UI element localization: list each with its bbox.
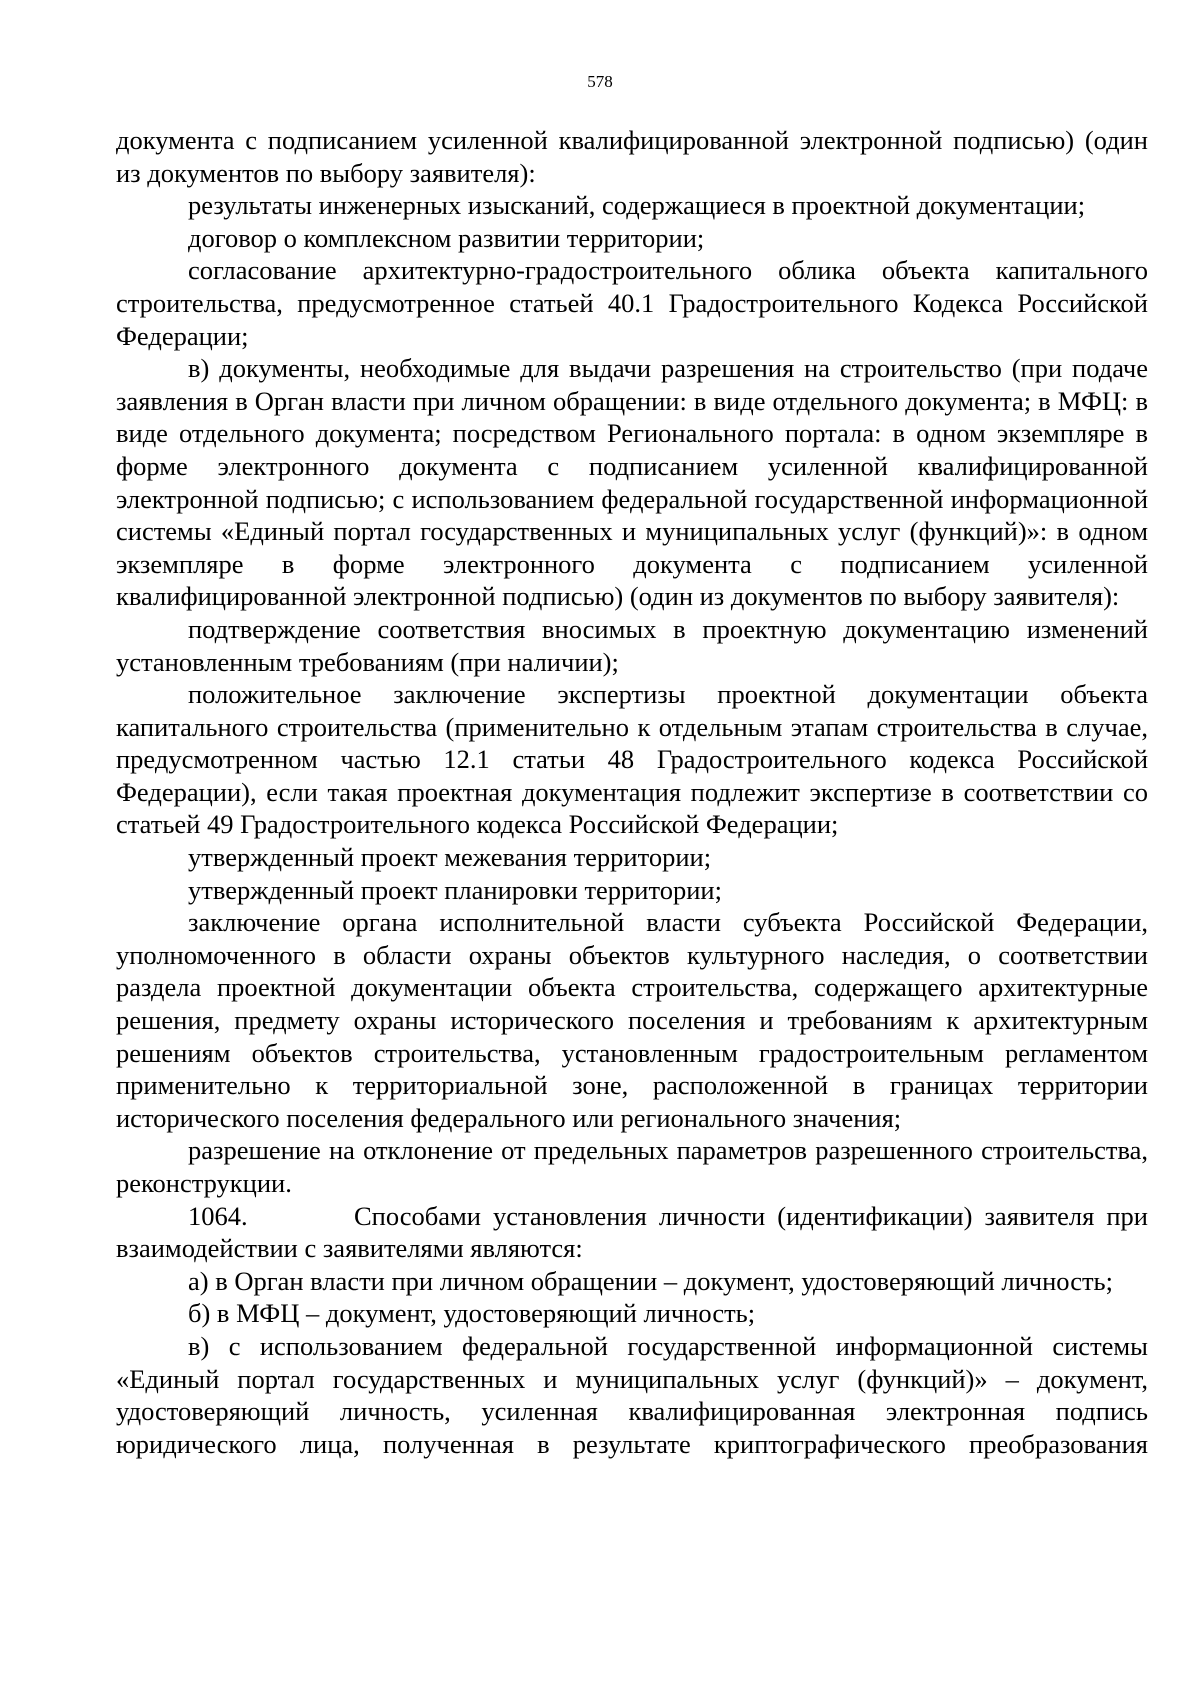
paragraph: утвержденный проект межевания территории; xyxy=(188,842,712,873)
paragraph: б) в МФЦ – документ, удостоверяющий личность; xyxy=(188,1298,756,1329)
page-number: 578 xyxy=(587,72,613,91)
paragraph: в) документы, необходимые для выдачи разрешения на строительство (при подаче заявления в Орган власти при личном обращении: в виде отдельного документа; в МФЦ: в виде отдельного документа; посредством Регионального портала: в одном экземпляре в форме электронного документа с подписанием усиленной квалифицированной электронной подписью; с использованием федеральной государственной информационной системы «Единый портал государственных и муниципальных услуг (функций)»: в одном экземпляре в форме электронного документа с подписанием усиленной квалифицированной электронной подписью) (один из документов по выбору заявителя): xyxy=(116,353,1148,612)
paragraph: подтверждение соответствия вносимых в проектную документацию изменений установленным требованиям (при наличии); xyxy=(116,613,1148,677)
paragraph: результаты инженерных изысканий, содержащиеся в проектной документации; xyxy=(188,190,1086,221)
document-body xyxy=(116,124,1148,1460)
paragraph: а) в Орган власти при личном обращении – документ, удостоверяющий личность; xyxy=(188,1265,1113,1296)
paragraph: утвержденный проект планировки территории; xyxy=(188,874,722,905)
paragraph: заключение органа исполнительной власти субъекта Российской Федерации, уполномоченного в области охраны объектов культурного наследия, о соответствии раздела проектной документации объекта строительства, содержащего архитектурные решения, предмету охраны исторического поселения и требованиям к архитектурным решениям объектов строительства, установленным градостроительным регламентом применительно к территориальной зоне, расположенной в границах территории исторического поселения федерального или регионального значения; xyxy=(116,907,1148,1133)
numbered-item-1064 xyxy=(116,1200,1148,1265)
paragraph: положительное заключение экспертизы проектной документации объекта капитального строительства (применительно к отдельным этапам строительства в случае, предусмотренном частью 12.1 статьи 48 Градостроительного кодекса Российской Федерации), если такая проектная документация подлежит экспертизе в соответствии со статьей 49 Градостроительного кодекса Российской Федерации; xyxy=(116,679,1148,840)
paragraph: договор о комплексном развитии территории; xyxy=(188,222,705,253)
item-number: 1064. xyxy=(188,1200,248,1231)
item-text: Способами установления личности (идентификации) заявителя при взаимодействии с заявителями являются: xyxy=(116,1200,1148,1264)
paragraph: разрешение на отклонение от предельных параметров разрешенного строительства, реконструкции. xyxy=(116,1135,1148,1198)
paragraph: документа с подписанием усиленной квалифицированной электронной подписью) (один из документов по выбору заявителя): xyxy=(116,125,1148,188)
paragraph: согласование архитектурно-градостроительного облика объекта капитального строительства, предусмотренное статьей 40.1 Градостроительного Кодекса Российской Федерации; xyxy=(116,255,1148,351)
paragraph-continued: в) с использованием федеральной государственной информационной системы «Единый портал государственных и муниципальных услуг (функций)» – документ, удостоверяющий личность, усиленная квалифицированная электронная подпись юридического лица, полученная в результате криптографического преобразования xyxy=(116,1330,1148,1459)
